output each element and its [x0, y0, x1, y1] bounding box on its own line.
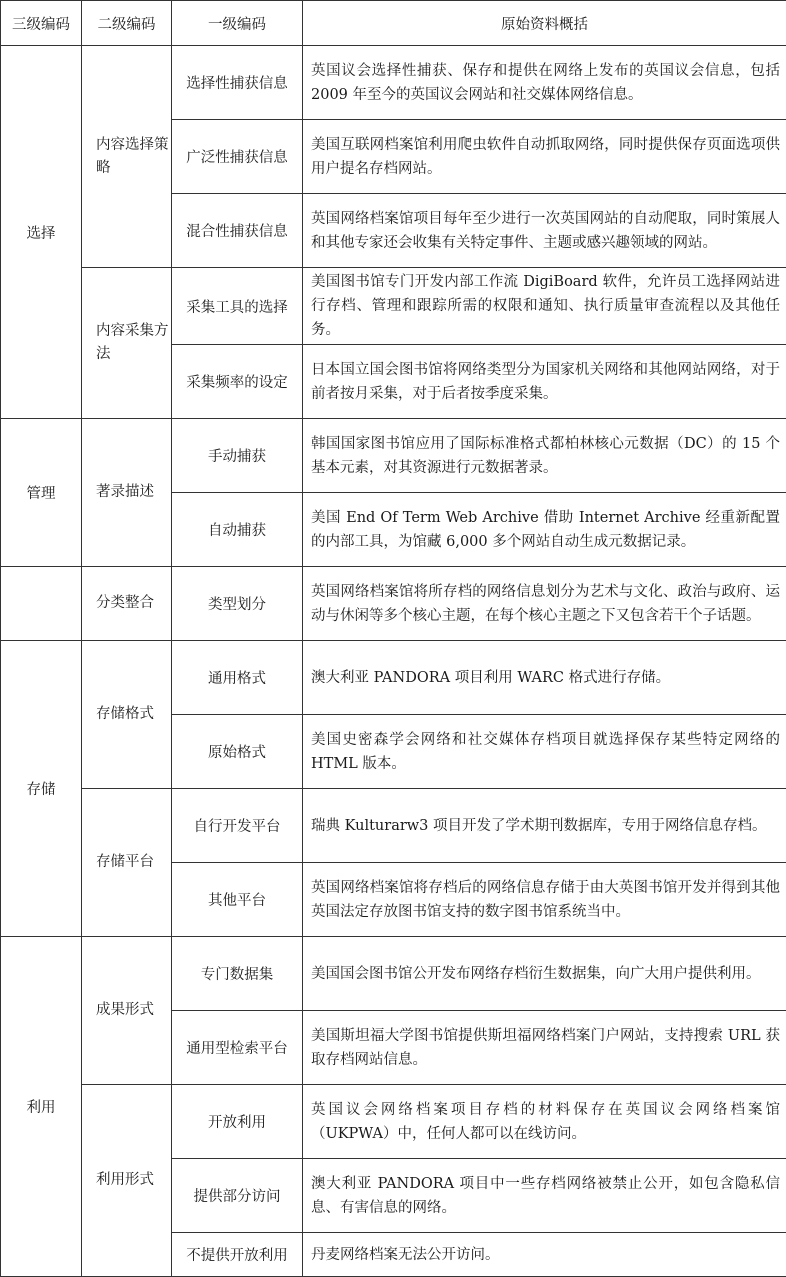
secondary-cataloging: 著录描述 — [82, 419, 172, 567]
category-use: 利用 — [1, 937, 82, 1277]
primary-code: 广泛性捕获信息 — [172, 120, 303, 194]
header-level2: 二级编码 — [82, 1, 172, 46]
category-store: 存储 — [1, 641, 82, 937]
secondary-storage-platform: 存储平台 — [82, 789, 172, 937]
primary-code: 不提供开放利用 — [172, 1233, 303, 1277]
summary-text: 澳大利亚 PANDORA 项目利用 WARC 格式进行存储。 — [303, 641, 786, 715]
table-row — [1, 268, 786, 345]
table-row — [1, 789, 786, 863]
primary-code: 自动捕获 — [172, 493, 303, 567]
secondary-classification: 分类整合 — [82, 567, 172, 641]
primary-code: 采集频率的设定 — [172, 345, 303, 419]
primary-code: 混合性捕获信息 — [172, 194, 303, 268]
table-row — [1, 567, 786, 641]
primary-code: 原始格式 — [172, 715, 303, 789]
primary-code: 自行开发平台 — [172, 789, 303, 863]
header-row — [1, 1, 786, 46]
summary-text: 英国议会选择性捕获、保存和提供在网络上发布的英国议会信息，包括 2009 年至今的英国议会网站和社交媒体网络信息。 — [303, 46, 786, 120]
summary-text: 瑞典 Kulturarw3 项目开发了学术期刊数据库，专用于网络信息存档。 — [303, 789, 786, 863]
secondary-content-strategy: 内容选择策略 — [82, 46, 172, 268]
summary-text: 澳大利亚 PANDORA 项目中一些存档网络被禁止公开，如包含隐私信息、有害信息的网络。 — [303, 1159, 786, 1233]
primary-code: 通用型检索平台 — [172, 1011, 303, 1085]
primary-code: 采集工具的选择 — [172, 268, 303, 345]
secondary-result-form: 成果形式 — [82, 937, 172, 1085]
summary-text: 日本国立国会图书馆将网络类型分为国家机关网络和其他网站网络，对于前者按月采集，对于后者按季度采集。 — [303, 345, 786, 419]
table-row — [1, 419, 786, 493]
primary-code: 其他平台 — [172, 863, 303, 937]
secondary-storage-format: 存储格式 — [82, 641, 172, 789]
table-row — [1, 1085, 786, 1159]
primary-code: 提供部分访问 — [172, 1159, 303, 1233]
category-manage: 管理 — [1, 419, 82, 567]
category-select: 选择 — [1, 46, 82, 419]
table-row — [1, 641, 786, 715]
primary-code: 开放利用 — [172, 1085, 303, 1159]
primary-code: 类型划分 — [172, 567, 303, 641]
secondary-use-form: 利用形式 — [82, 1085, 172, 1277]
summary-text: 英国网络档案馆项目每年至少进行一次英国网站的自动爬取，同时策展人和其他专家还会收集有关特定事件、主题或感兴趣领域的网站。 — [303, 194, 786, 268]
summary-text: 美国图书馆专门开发内部工作流 DigiBoard 软件，允许员工选择网站进行存档、管理和跟踪所需的权限和通知、执行质量审查流程以及其他任务。 — [303, 268, 786, 345]
summary-text: 美国 End Of Term Web Archive 借助 Internet Archive 经重新配置的内部工具，为馆藏 6,000 多个网站自动生成元数据记录。 — [303, 493, 786, 567]
summary-text: 美国斯坦福大学图书馆提供斯坦福网络档案门户网站，支持搜索 URL 获取存档网站信息。 — [303, 1011, 786, 1085]
header-summary: 原始资料概括 — [303, 1, 786, 46]
summary-text: 英国网络档案馆将存档后的网络信息存储于由大英图书馆开发并得到其他英国法定存放图书馆支持的数字图书馆系统当中。 — [303, 863, 786, 937]
summary-text: 韩国国家图书馆应用了国际标准格式都柏林核心元数据（DC）的 15 个基本元素，对其资源进行元数据著录。 — [303, 419, 786, 493]
primary-code: 专门数据集 — [172, 937, 303, 1011]
summary-text: 美国互联网档案馆利用爬虫软件自动抓取网络，同时提供保存页面选项供用户提名存档网站。 — [303, 120, 786, 194]
summary-text: 美国史密森学会网络和社交媒体存档项目就选择保存某些特定网络的 HTML 版本。 — [303, 715, 786, 789]
summary-text: 英国议会网络档案项目存档的材料保存在英国议会网络档案馆（UKPWA）中，任何人都可以在线访问。 — [303, 1085, 786, 1159]
header-level1: 一级编码 — [172, 1, 303, 46]
category-empty — [1, 567, 82, 641]
header-level3: 三级编码 — [1, 1, 82, 46]
summary-text: 美国国会图书馆公开发布网络存档衍生数据集，向广大用户提供利用。 — [303, 937, 786, 1011]
primary-code: 手动捕获 — [172, 419, 303, 493]
primary-code: 通用格式 — [172, 641, 303, 715]
secondary-collection-method: 内容采集方法 — [82, 268, 172, 419]
summary-text: 英国网络档案馆将所存档的网络信息划分为艺术与文化、政治与政府、运动与休闲等多个核心主题，在每个核心主题之下又包含若干个子话题。 — [303, 567, 786, 641]
primary-code: 选择性捕获信息 — [172, 46, 303, 120]
summary-text: 丹麦网络档案无法公开访问。 — [303, 1233, 786, 1277]
table-row — [1, 937, 786, 1011]
table-row — [1, 46, 786, 120]
